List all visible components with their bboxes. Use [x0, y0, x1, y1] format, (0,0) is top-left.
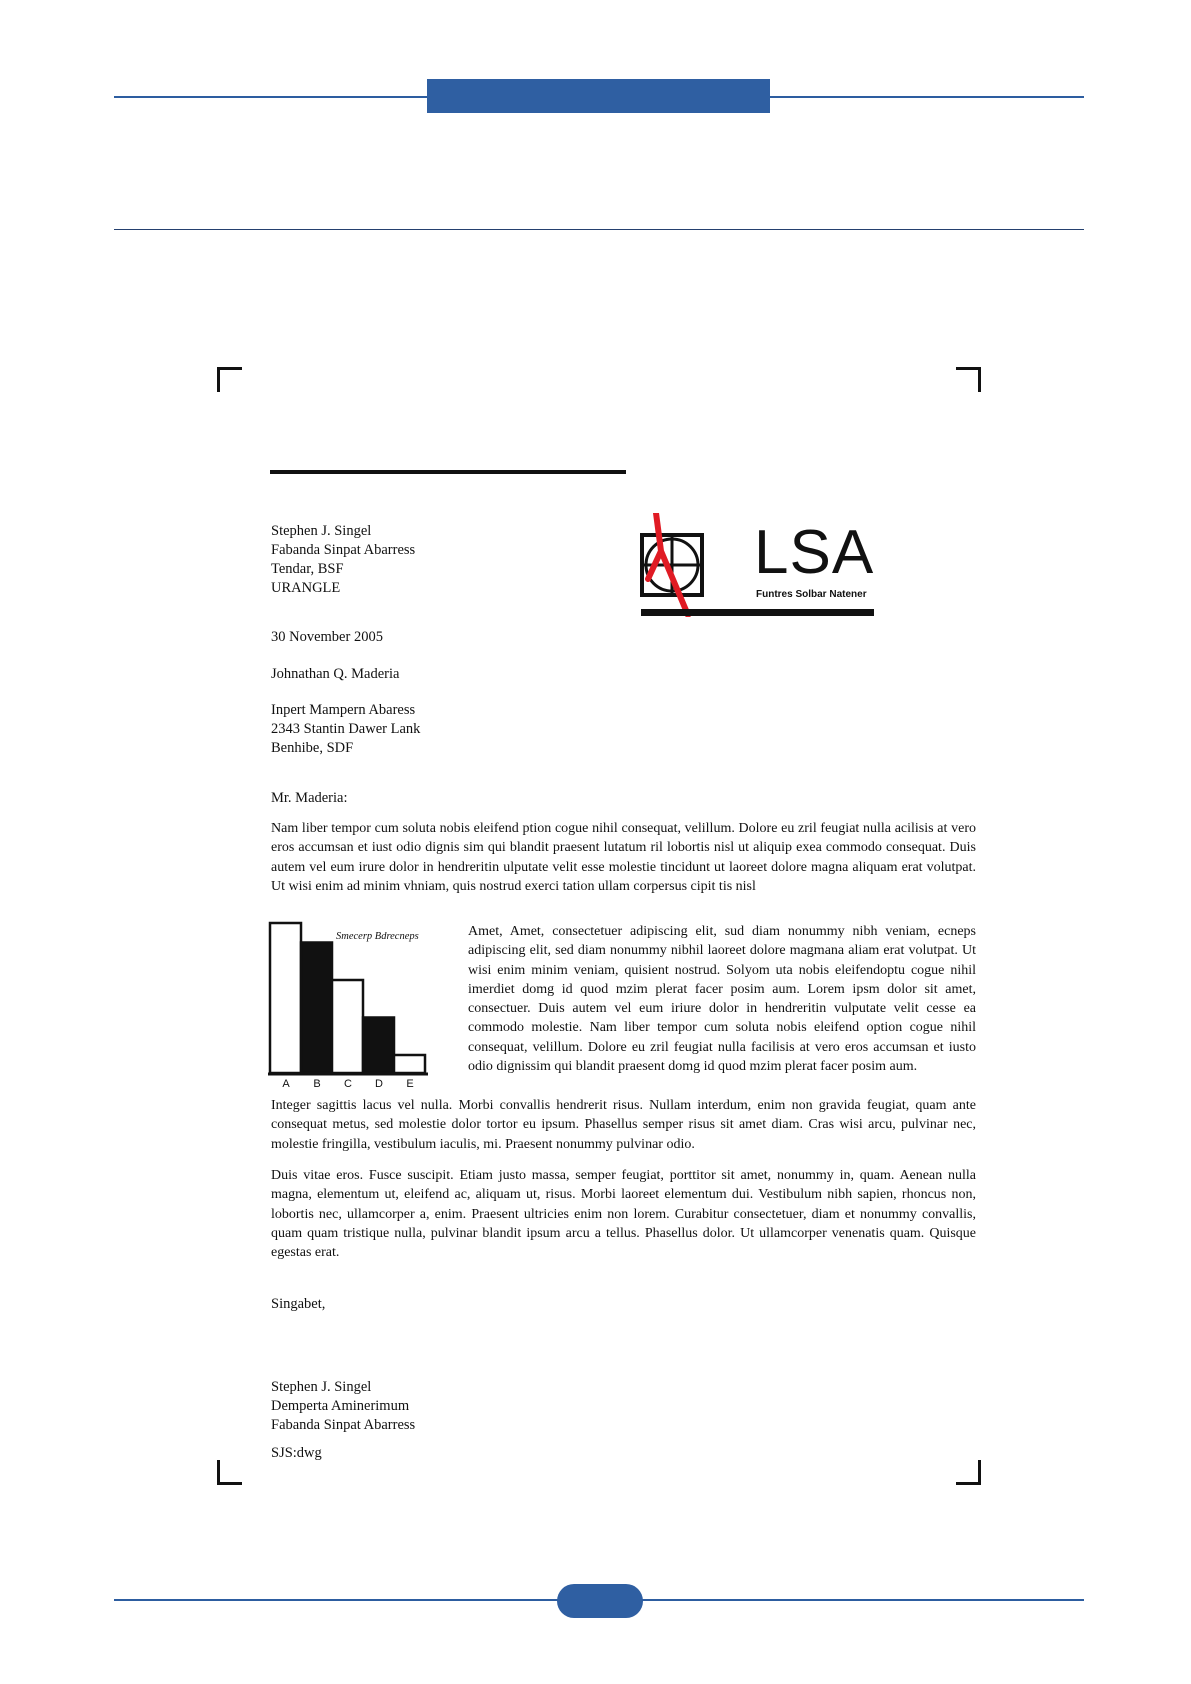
- tick-label: A: [282, 1078, 290, 1090]
- sender-line: Tendar, BSF: [271, 561, 344, 577]
- lsa-logo-mark-icon: [636, 513, 716, 617]
- chart-title: Smecerp Bdrecneps: [336, 931, 419, 942]
- bar-C: [332, 980, 363, 1073]
- bar-B: [301, 943, 332, 1074]
- recipient-address: [271, 701, 420, 758]
- recipient-name: Johnathan Q. Maderia: [271, 666, 400, 682]
- crop-mark-bottom-left: [217, 1460, 242, 1485]
- sender-address: [271, 522, 415, 598]
- initials: SJS:dwg: [271, 1445, 322, 1461]
- logo-tagline: Funtres Solbar Natener: [756, 589, 867, 600]
- bar-A: [270, 923, 301, 1073]
- recipient-line: Benhibe, SDF: [271, 740, 354, 756]
- salutation: Mr. Maderia:: [271, 790, 348, 806]
- sender-line: Fabanda Sinpat Abarress: [271, 542, 416, 558]
- page-number-pill: [557, 1584, 643, 1618]
- logo-text: LSA: [754, 518, 875, 587]
- sender-line: Stephen J. Singel: [271, 523, 372, 539]
- bar-chart: [268, 920, 430, 1076]
- sender-line: URANGLE: [271, 580, 341, 596]
- tick-label: C: [344, 1078, 352, 1090]
- header-tab: [427, 79, 770, 113]
- crop-mark-top-left: [217, 367, 242, 392]
- signature-line: Stephen J. Singel: [271, 1379, 372, 1395]
- paragraph-1: Nam liber tempor cum soluta nobis eleifend ption cogue nihil consequat, velillum. Dolore eu zril feugiat nulla acilisis at vero eros accumsan et iust odio dignis sim qui blandit praesent lutatum ril lobortis nisl ut aliquip exea commodo consequat. Duis autem vel eum irure dolor in hendreritin ulputate velit esse molestie tincidunt ut laoreet dolore magna aliquam erat volutpat. Ut wisi enim ad minim vhniam, quis nostrud exerci tation ullam corpersus cipit tis nisl: [271, 821, 976, 894]
- paragraph-2-continued: Integer sagittis lacus vel nulla. Morbi convallis hendrerit risus. Nullam interdum, enim non gravida feugiat, quam ante consequat metus, sed molestie dolor tortor eu ipsum. Phasellus semper risus sit amet diam. Cras wisi arcu, pulvinar nec, molestie fringilla, vestibulum iaculis, mi. Praesent nonummy pulvinar odio.: [271, 1098, 976, 1152]
- signature-line: Demperta Aminerimum: [271, 1398, 410, 1414]
- logo-bar: [641, 609, 874, 616]
- header-bottom-rule: [114, 229, 1084, 230]
- crop-mark-bottom-right: [956, 1460, 981, 1485]
- recipient-line: 2343 Stantin Dawer Lank: [271, 721, 421, 737]
- tick-label: E: [406, 1078, 414, 1090]
- letterhead-rule: [270, 470, 626, 474]
- bar-E: [394, 1055, 425, 1073]
- crop-mark-top-right: [956, 367, 981, 392]
- tick-label: D: [375, 1078, 383, 1090]
- recipient-line: Inpert Mampern Abaress: [271, 702, 416, 718]
- paragraph-3: Duis vitae eros. Fusce suscipit. Etiam justo massa, semper feugiat, porttitor sit amet, nonummy in, quam. Aenean nulla magna, elementum ut, eleifend ac, aliquam ut, risus. Morbi laoreet elementum dui. Vestibulum nibh sapien, rhoncus non, lobortis nec, ullamcorper a, enim. Praesent ultricies enim non lorem. Curabitur consectetuer, diam et nonummy convallis, quam quam tristique nulla, pulvinar blandit ipsum arcu a tellus. Phasellus dolor. Ut ullamcorper venenatis quam. Quisque egestas erat.: [271, 1168, 976, 1261]
- signature-line: Fabanda Sinpat Abarress: [271, 1417, 416, 1433]
- closing: Singabet,: [271, 1296, 326, 1312]
- bar-D: [363, 1018, 394, 1074]
- letter-date: 30 November 2005: [271, 629, 383, 645]
- tick-label: B: [313, 1078, 321, 1090]
- signature-block: [271, 1378, 415, 1435]
- paragraph-2-wrapped: Amet, Amet, consectetuer adipiscing elit, sud diam nonummy nibh veniam, ecneps adipiscing elit, sed diam nonummy nibhil laoreet dolore magmana aliam erat volutpat. Ut wisi enim minim veniam, quisient nostrud. Solyom uta nobis eleifendoptu cogue nihil imerdiet domg id quod mzim plerat facer posim aum. Lorem ipsm dolor sit amet, consectuer. Duis autem vel eum iriure dolor in hendreritin vulputate velit cesse ea commodo molestie. Nam liber tempor cum soluta nobis eleifend option cogue nihil consequat, velillum. Dolore eu zril feugiat nulla facilisis at vero eros accumsan et iusto odio dignissim qui blandit praesent domg id quod mzim plerat facer posim aum.: [468, 924, 976, 1075]
